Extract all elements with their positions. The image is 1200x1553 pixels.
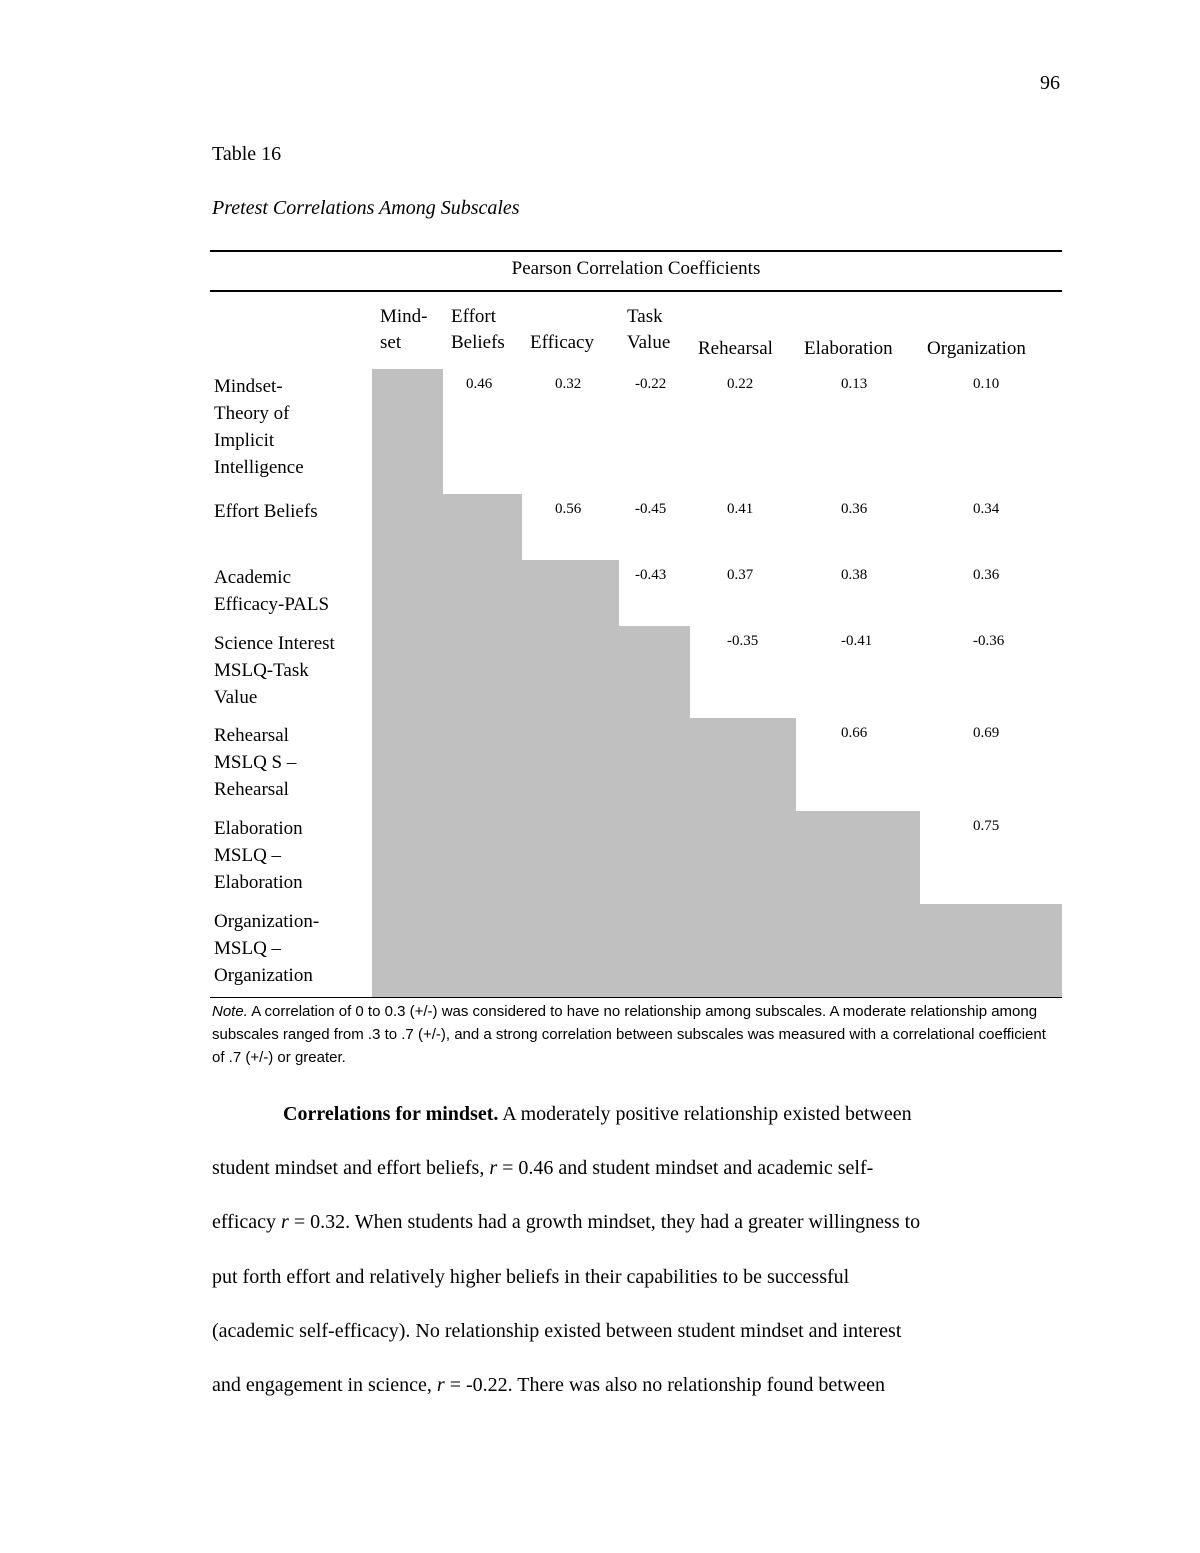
- column-header: Organization: [927, 338, 1026, 359]
- body-line-5: (academic self-efficacy). No relationship existed between student mindset and interest: [212, 1320, 902, 1342]
- page-number: 96: [1040, 72, 1060, 94]
- body-line-1: Correlations for mindset. A moderately positive relationship existed between: [283, 1103, 912, 1125]
- table-top-rule: [210, 250, 1062, 252]
- correlation-cell: 0.36: [973, 567, 1000, 583]
- row-header: Organization- MSLQ – Organization: [214, 911, 320, 986]
- correlation-cell: -0.36: [973, 633, 1005, 649]
- row-header: Science Interest MSLQ-Task Value: [214, 633, 335, 708]
- correlation-cell: 0.36: [841, 501, 868, 517]
- table-note: [212, 1000, 1062, 1069]
- row-header: Rehearsal MSLQ S – Rehearsal: [214, 725, 297, 800]
- correlation-cell: 0.56: [555, 501, 582, 517]
- shaded-cell-block: [372, 494, 522, 560]
- column-header: Task Value: [627, 306, 671, 353]
- table-title: Pretest Correlations Among Subscales: [212, 197, 520, 219]
- correlation-cell: 0.32: [555, 376, 582, 392]
- shaded-cell-block: [372, 718, 796, 811]
- shaded-cell-block: [372, 811, 920, 904]
- table-header-rule: [210, 290, 1062, 292]
- correlation-cell: 0.37: [727, 567, 754, 583]
- correlation-cell: 0.66: [841, 725, 868, 741]
- body-line-3: efficacy r = 0.32. When students had a growth mindset, they had a greater willingness to: [212, 1211, 921, 1233]
- table-label: Table 16: [212, 143, 282, 165]
- span-header: Pearson Correlation Coefficients: [511, 258, 761, 279]
- note-text: A correlation of 0 to 0.3 (+/-) was considered to have no relationship among subscales. A moderate relationship among subscales ranged from .3 to .7 (+/-), and a strong correlation between subscales was measured with a correlational coefficient of .7 (+/-) or greater.: [212, 1003, 1046, 1066]
- correlation-cell: 0.41: [727, 501, 754, 517]
- correlation-cell: 0.38: [841, 567, 868, 583]
- column-header: Mind- set: [380, 306, 428, 353]
- note-label: Note.: [212, 1003, 248, 1020]
- correlation-cell: -0.41: [841, 633, 873, 649]
- section-heading: Correlations for mindset.: [283, 1103, 499, 1125]
- correlation-cell: 0.69: [973, 725, 1000, 741]
- row-header: Academic Efficacy-PALS: [214, 567, 330, 615]
- correlation-cell: 0.46: [466, 376, 493, 392]
- row-header: Mindset- Theory of Implicit Intelligence: [214, 376, 304, 478]
- body-line-6: and engagement in science, r = -0.22. There was also no relationship found between: [212, 1374, 885, 1396]
- body-line-2: student mindset and effort beliefs, r = 0.46 and student mindset and academic self-: [212, 1157, 874, 1179]
- body-line-4: put forth effort and relatively higher beliefs in their capabilities to be successful: [212, 1266, 850, 1288]
- shaded-cell-block: [372, 369, 443, 494]
- correlation-cell: -0.35: [727, 633, 759, 649]
- shaded-cell-block: [372, 560, 619, 626]
- correlation-cell: 0.34: [973, 501, 1000, 517]
- correlation-cell: -0.45: [635, 501, 667, 517]
- shaded-cell-block: [372, 904, 1062, 997]
- table-bottom-rule: [210, 997, 1062, 998]
- correlation-cell: 0.13: [841, 376, 868, 392]
- correlation-cell: 0.10: [973, 376, 1000, 392]
- shaded-cell-block: [372, 626, 690, 718]
- row-header: Effort Beliefs: [214, 501, 318, 522]
- column-header: Rehearsal: [698, 338, 773, 359]
- correlation-cell: -0.43: [635, 567, 667, 583]
- correlation-cell: 0.22: [727, 376, 754, 392]
- row-header: Elaboration MSLQ – Elaboration: [214, 818, 303, 893]
- column-header: Effort Beliefs: [451, 306, 505, 353]
- column-header: Elaboration: [804, 338, 893, 359]
- correlation-cell: -0.22: [635, 376, 667, 392]
- correlation-cell: 0.75: [973, 818, 1000, 834]
- column-header: Efficacy: [530, 332, 594, 353]
